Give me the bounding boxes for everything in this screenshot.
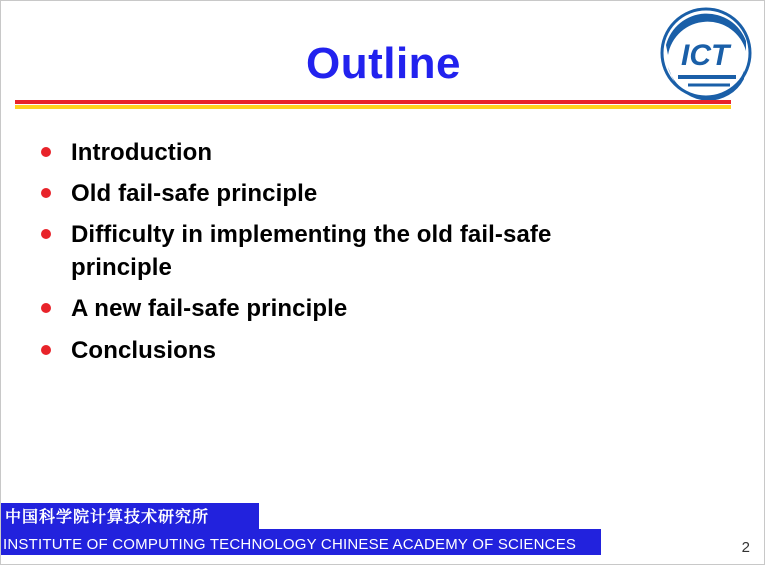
page-number: 2 (741, 539, 750, 556)
bullet-dot-icon (41, 345, 51, 355)
list-item (33, 136, 643, 169)
svg-text:ICT: ICT (681, 39, 730, 72)
list-item-label: Difficulty in implementing the old fail-safe principle (71, 221, 552, 282)
list-item-label: Introduction (71, 139, 213, 166)
bullet-dot-icon (41, 229, 51, 239)
list-item-label: Old fail-safe principle (71, 180, 318, 208)
list-item (33, 177, 643, 210)
divider-red (15, 100, 731, 104)
bullet-dot-icon (41, 188, 51, 198)
list-item-label: Conclusions (71, 336, 217, 364)
bullet-dot-icon (41, 147, 51, 157)
list-item (33, 334, 643, 367)
divider-yellow (15, 105, 731, 109)
bullet-dot-icon (41, 303, 51, 313)
list-item (33, 218, 643, 284)
outline-list (33, 136, 643, 375)
footer-chinese-label: 中国科学院计算技术研究所 (5, 507, 210, 526)
list-item-label: A new fail-safe principle (71, 295, 348, 323)
footer-institute-label: INSTITUTE OF COMPUTING TECHNOLOGY CHINESE ACADEMY OF SCIENCES (3, 536, 577, 553)
list-item (33, 292, 643, 325)
slide-title: Outline (305, 39, 462, 88)
